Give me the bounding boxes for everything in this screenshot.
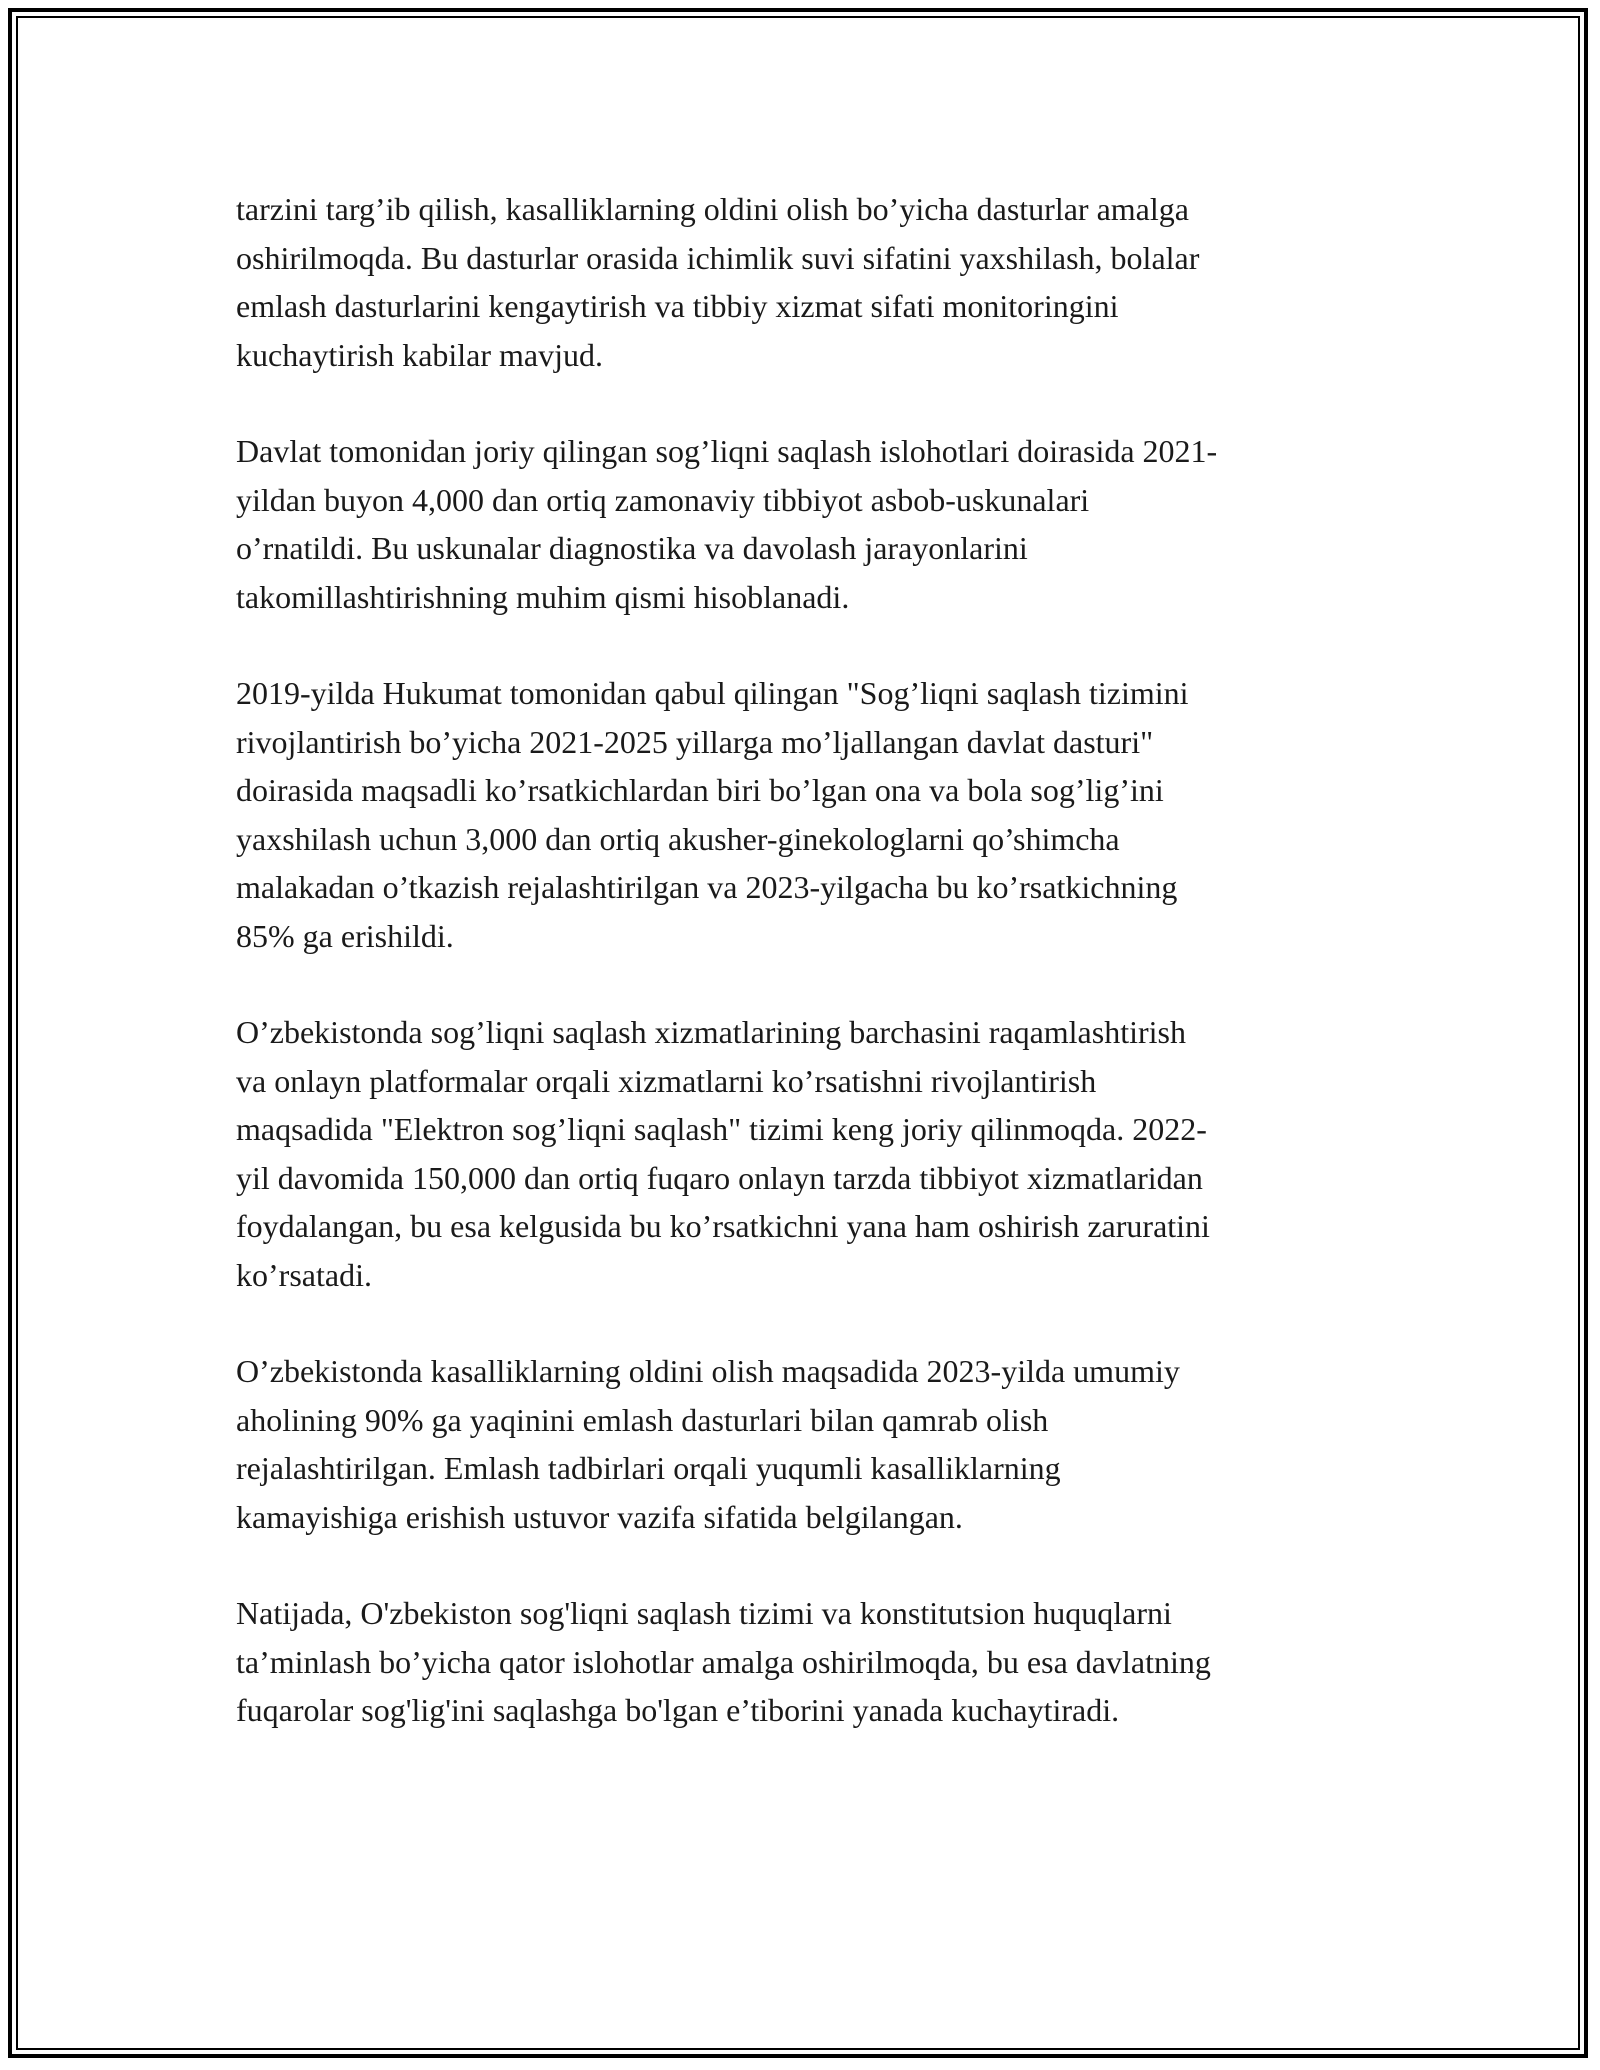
text-line: tarzini targ’ib qilish, kasalliklarning oldini olish bo’yicha dasturlar amalga — [236, 191, 1189, 227]
text-line: aholining 90% ga yaqinini emlash dasturlari bilan qamrab olish — [236, 1401, 1049, 1438]
document-body — [236, 185, 1376, 1783]
paragraph-3 — [236, 669, 1376, 960]
text-line: rejalashtirilgan. Emlash tadbirlari orqali yuqumli kasalliklarning — [236, 1450, 1061, 1486]
text-line: emlash dasturlarini kengaytirish va tibbiy xizmat sifati monitoringini — [236, 288, 1119, 324]
text-line: yildan buyon 4,000 dan ortiq zamonaviy tibbiyot asbob-uskunalari — [236, 481, 1090, 518]
text-line: 85% ga erishildi. — [236, 917, 454, 954]
text-line: o’rnatildi. Bu uskunalar diagnostika va davolash jarayonlarini — [236, 530, 1028, 566]
text-line: ko’rsatadi. — [236, 1256, 372, 1293]
text-line: Davlat tomonidan joriy qilingan sog’liqni saqlash islohotlari doirasida 2021- — [236, 433, 1218, 469]
text-line: O’zbekistonda sog’liqni saqlash xizmatlarining barchasini raqamlashtirish — [236, 1014, 1186, 1050]
text-line: fuqarolar sog'lig'ini saqlashga bo'lgan e’tiborini yanada kuchaytiradi. — [236, 1692, 1120, 1728]
text-line: ta’minlash bo’yicha qator islohotlar amalga oshirilmoqda, bu esa davlatning — [236, 1643, 1211, 1680]
text-line: Natijada, O'zbekiston sog'liqni saqlash tizimi va konstitutsion huquqlarni — [236, 1595, 1172, 1631]
text-line: O’zbekistonda kasalliklarning oldini olish maqsadida 2023-yilda umumiy — [236, 1353, 1180, 1389]
text-line: va onlayn platformalar orqali xizmatlarni ko’rsatishni rivojlantirish — [236, 1062, 1097, 1099]
text-line: kuchaytirish kabilar mavjud. — [236, 336, 604, 373]
text-line: doirasida maqsadli ko’rsatkichlardan biri bo’lgan ona va bola sog’lig’ini — [236, 772, 1164, 808]
text-line: maqsadida "Elektron sog’liqni saqlash" tizimi keng joriy qilinmoqda. 2022- — [236, 1111, 1207, 1147]
text-line: rivojlantirish bo’yicha 2021-2025 yillarga mo’ljallangan davlat dasturi" — [236, 723, 1154, 760]
paragraph-1 — [236, 185, 1376, 379]
text-line: yaxshilash uchun 3,000 dan ortiq akusher-ginekologlarni qo’shimcha — [236, 820, 1120, 857]
text-line: malakadan o’tkazish rejalashtirilgan va 2023-yilgacha bu ko’rsatkichning — [236, 869, 1178, 905]
text-line: kamayishiga erishish ustuvor vazifa sifatida belgilangan. — [236, 1498, 963, 1535]
paragraph-2 — [236, 427, 1376, 621]
paragraph-4 — [236, 1008, 1376, 1299]
text-line: 2019-yilda Hukumat tomonidan qabul qilingan "Sog’liqni saqlash tizimini — [236, 675, 1189, 711]
text-line: takomillashtirishning muhim qismi hisoblanadi. — [236, 578, 850, 615]
text-line: yil davomida 150,000 dan ortiq fuqaro onlayn tarzda tibbiyot xizmatlaridan — [236, 1159, 1203, 1196]
paragraph-6 — [236, 1589, 1376, 1735]
text-line: oshirilmoqda. Bu dasturlar orasida ichimlik suvi sifatini yaxshilash, bolalar — [236, 239, 1200, 276]
paragraph-5 — [236, 1347, 1376, 1541]
text-line: foydalangan, bu esa kelgusida bu ko’rsatkichni yana ham oshirish zaruratini — [236, 1208, 1210, 1244]
